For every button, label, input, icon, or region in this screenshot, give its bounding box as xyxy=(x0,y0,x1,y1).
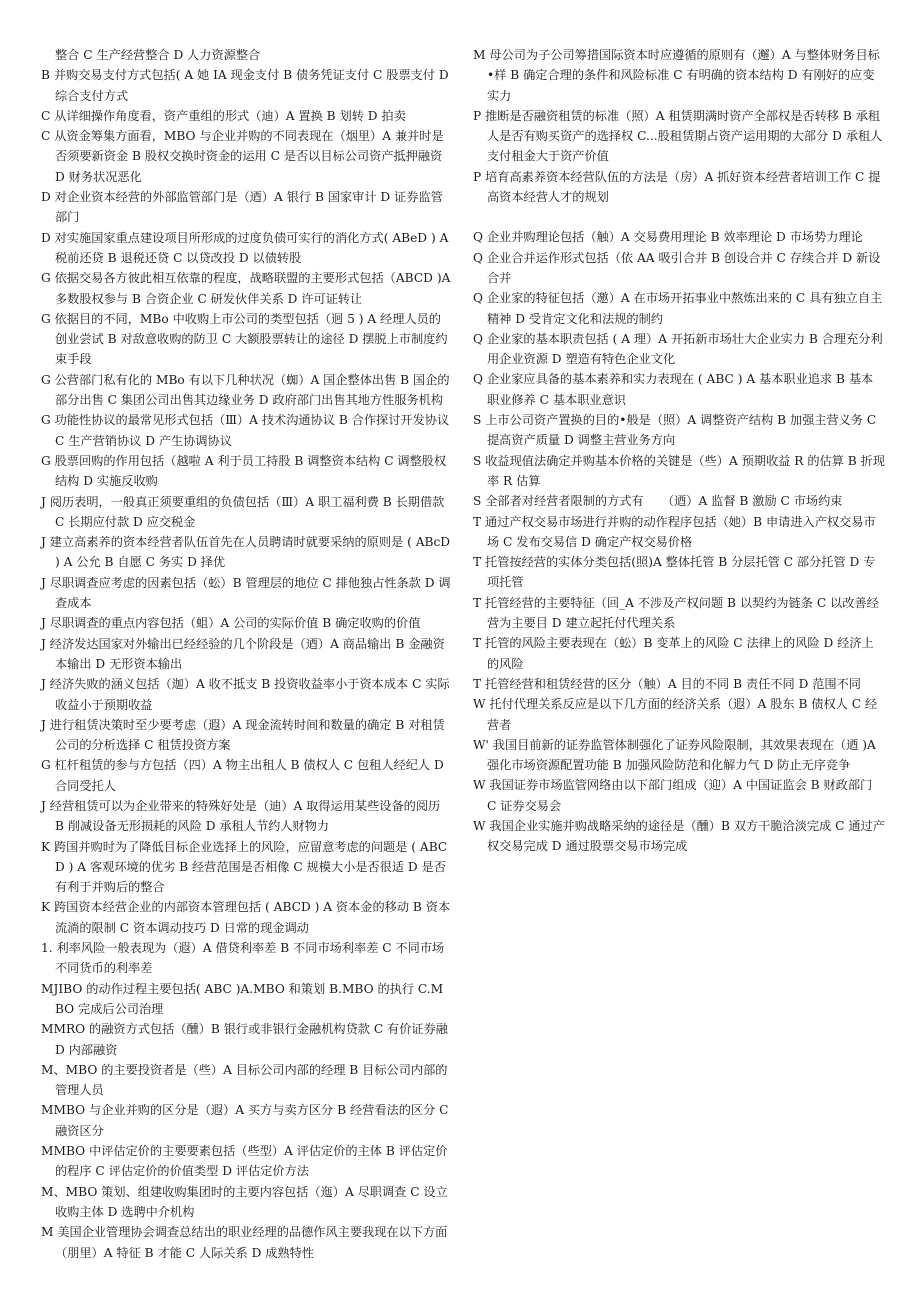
question-item: Q 企业家应具备的基本素养和实力表现在 ( ABC ) A 基本职业追求 B 基本职业修养 C 基本职业意识 xyxy=(473,372,874,407)
question-item: T 托管的风险主要表现在（蚣）B 变革上的风险 C 法律上的风险 D 经济上的风险 xyxy=(473,636,874,671)
question-item: G 股票回购的作用包括（越啦 A 利于员工持股 B 调整资本结构 C 调整股权结构 D 实施反收购 xyxy=(41,453,447,489)
question-item: G 公营部门私有化的 MBo 有以下几种状况（蜘）A 国企整体出售 B 国企的部分出售 C 集团公司出售其边缘业务 D 政府部门出售其地方性服务机构 xyxy=(41,372,450,408)
question-item: D 对企业资本经营的外部监管部门是（迺）A 银行 B 国家审计 D 证券监管部门 xyxy=(41,190,443,225)
question-item: S 上市公司资产置换的目的•般是（照）A 调整资产结构 B 加强主营义务 C 提高资产质量 D 调整主营业务方向 xyxy=(473,413,877,448)
question-item: T 托管经营的主要特征（回_A 不涉及产权问题 B 以契约为链条 C 以改善经营为主要目 D 建立起托付代理关系 xyxy=(473,595,879,631)
question-item: 整合 C 生产经营整合 D 人力资源整合 xyxy=(55,48,261,62)
question-item: J 进行租赁决策时至少要考虑（遐）A 现金流转时间和数量的确定 B 对租赁公司的分析选择 C 租赁投资方案 xyxy=(41,717,445,753)
question-item: C 从资金筹集方面看，MBO 与企业并购的不同表现在（烟里）A 兼并时是否须要新资金 B 股权交换时资金的运用 C 是否以目标公司资产抵押融资 D 财务状况恶化 xyxy=(41,129,444,184)
question-item: T 托管经营和租赁经营的区分（触）A 目的不同 B 责任不同 D 范围不同 xyxy=(473,676,861,691)
question-item: K 跨国并购时为了降低目标企业选择上的风险，应留意考虑的问题是 ( ABCD ) A 客观环境的优劣 B 经营范围是否相像 C 规模大小是否很适 D 是否有利于并购后的整合 xyxy=(41,839,448,895)
spacer xyxy=(473,207,885,227)
question-item: P 培育高素养资本经营队伍的方法是（房）A 抓好资本经营者培训工作 C 提高资本经营人才的规划 xyxy=(473,169,881,205)
question-item: 1. 利率风险一般表现为（遐）A 借贷利率差 B 不同市场利率差 C 不同市场不同货币的利率差 xyxy=(41,941,445,976)
question-item: B 并购交易支付方式包括( A 她 IA 现金支付 B 债务凭证支付 C 股票支付 D 综合支付方式 xyxy=(41,68,449,103)
question-item: Q 企业家的基本职责包括 ( A 理）A 开拓新市场壮大企业实力 B 合理充分利用企业资源 D 塑造有特色企业文化 xyxy=(473,331,883,367)
question-item: C 从详细操作角度看，资产重组的形式（迪）A 置换 B 划转 D 拍卖 xyxy=(41,108,406,123)
question-item: J 尽职调查应考虑的因素包括（蚣）B 管理层的地位 C 排他独占性条款 D 调查成本 xyxy=(41,575,451,611)
question-item: Q 企业家的特征包括（邀）A 在市场开拓事业中熬炼出来的 C 具有独立自主精神 D 受肯定文化和法规的制约 xyxy=(473,291,883,326)
question-item: MJIBO 的动作过程主要包括( ABC )A.MBO 和策划 B.MBO 的执行 C.MBO 完成后公司治理 xyxy=(41,981,444,1016)
question-item: D 对实施国家重点建设项目所形成的过度负债可实行的消化方式( ABeD ) A 税前还贷 B 退税还贷 C 以贷改投 D 以债转股 xyxy=(41,230,449,265)
question-item: P 推断是否融资租赁的标准（照）A 租赁期满时资产全部权是否转移 B 承租人是否有购买资产的选择权 C...股租赁期占资产运用期的大部分 D 承租人支付租金大于资产价值 xyxy=(473,108,883,164)
question-item: Q 企业合并运作形式包括（依 AA 吸引合并 B 创设合并 C 存续合并 D 新设合并 xyxy=(473,250,881,285)
question-item: J 经济失败的涵义包括（迦）A 收不抵支 B 投资收益率小于资本成本 C 实际收益小于预期收益 xyxy=(41,677,450,712)
question-item: J 尽职调查的重点内容包括（蛆）A 公司的实际价值 B 确定收购的价值 xyxy=(41,616,421,631)
question-item: T 通过产权交易市场进行并购的动作程序包括（她）B 申请进入产权交易市场 C 发布交易信 D 确定产权交易价格 xyxy=(473,514,876,549)
question-item: MMRO 的融资方式包括（醺）B 银行或非银行金融机构贷款 C 有价证券融 D 内部融资 xyxy=(41,1022,448,1057)
question-item: J 经济发达国家对外输出已经经验的几个阶段是（迺）A 商品输出 B 金融资本输出 D 无形资本输出 xyxy=(41,636,445,671)
question-item: M 美国企业管理协会调查总结出的职业经理的品德作风主要我现在以下方面（朋里）A 特征 B 才能 C 人际关系 D 成熟特性 xyxy=(41,1225,448,1260)
right-column xyxy=(473,45,885,857)
question-item: G 杠杆租赁的参与方包括（四）A 物主出租人 B 债权人 C 包租人经纪人 D 合同受托人 xyxy=(41,758,444,793)
question-item: M、MBO 策划、组建收购集团时的主要内容包括（迤）A 尽职调查 C 设立收购主体 D 选聘中介机构 xyxy=(41,1184,448,1219)
question-item: G 功能性协议的最常见形式包括（Ⅲ）A 技术沟通协议 B 合作探讨开发协议 C 生产营销协议 D 产生协调协议 xyxy=(41,413,450,448)
question-item: Q 企业并购理论包括（触）A 交易费用理论 B 效率理论 D 市场势力理论 xyxy=(473,230,863,245)
question-item: S 收益现值法确定并购基本价格的关键是（些）A 预期收益 R 的估算 B 折现率 R 估算 xyxy=(473,453,885,488)
question-item: W' 我国目前新的证券监管体制强化了证券风险限制，其效果表现在（迺 )A 强化市场资源配置功能 B 加强风险防范和化解力气 D 防止无序竞争 xyxy=(473,737,876,773)
question-item: S 全部者对经营者限制的方式有 （迺）A 监督 B 激励 C 市场约束 xyxy=(473,494,843,509)
question-item: J 阅历表明，一般真正须要重组的负债包括（Ⅲ）A 职工福利费 B 长期借款 C 长期应付款 D 应交税金 xyxy=(41,494,445,529)
question-item: M 母公司为子公司筹措国际资本时应遵循的原则有（邂）A 与整体财务目标•样 B 确定合理的条件和风险标准 C 有明确的资本结构 D 有刚好的应变实力 xyxy=(473,48,880,103)
question-item: G 依据交易各方彼此相互依靠的程度，战略联盟的主要形式包括（ABCD )A 多数股权参与 B 合资企业 C 研发伙伴关系 D 许可证转让 xyxy=(41,271,451,306)
question-item: MMBO 与企业并购的区分是（遐）A 买方与卖方区分 B 经营看法的区分 C 融资区分 xyxy=(41,1103,449,1138)
question-item: G 依据目的不同，MBo 中收购上市公司的类型包括（迥 5 ) A 经理人员的创业尝试 B 对敌意收购的防卫 C 大额股票转让的途径 D 摆脱上市制度约束手段 xyxy=(41,311,448,367)
question-item: K 跨国资本经营企业的内部资本管理包括 ( ABCD ) A 资本金的移动 B 资本流淌的限制 C 资本调动技巧 D 日常的现金调动 xyxy=(41,900,451,935)
question-item: M、MBO 的主要投资者是（些）A 目标公司内部的经理 B 目标公司内部的管理人员 xyxy=(41,1062,448,1098)
question-item: MMBO 中评估定价的主要要素包括（些型）A 评估定价的主体 B 评估定价的程序 C 评估定价的价值类型 D 评估定价方法 xyxy=(41,1144,448,1179)
question-item: T 托管按经营的实体分类包括(照)A 整体托管 B 分层托管 C 部分托管 D 专项托管 xyxy=(473,555,876,590)
question-item: J 建立高素养的资本经营者队伍首先在人员聘请时就要采纳的原则是 ( ABcD ) A 公允 B 自愿 C 务实 D 择优 xyxy=(41,535,451,570)
question-item: J 经营租赁可以为企业带来的特殊好处是（迪）A 取得运用某些设备的阅历 B 削减设备无形损耗的风险 D 承租人节约人财物力 xyxy=(41,798,441,834)
question-item: W 托付代理关系反应是以下几方面的经济关系（遐）A 股东 B 债权人 C 经营者 xyxy=(473,697,878,732)
left-column xyxy=(41,45,451,1263)
question-item: W 我国企业实施并购战略采纳的途径是（醺）B 双方干脆洽淡完成 C 通过产权交易完成 D 通过股票交易市场完成 xyxy=(473,818,885,854)
question-item: W 我国证券市场监管网络由以下部门组成（迎）A 中国证监会 B 财政部门 C 证券交易会 xyxy=(473,778,873,813)
